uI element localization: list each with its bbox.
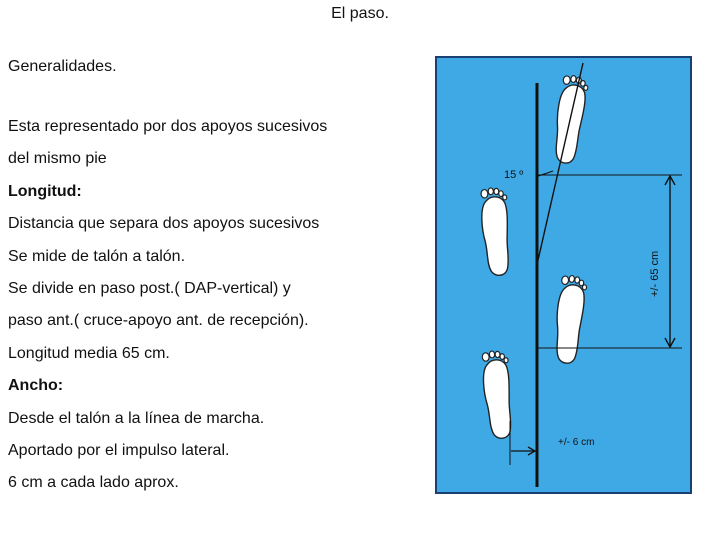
text-line: 6 cm a cada lado aprox.: [8, 474, 179, 492]
gait-diagram-svg: [432, 53, 695, 497]
heading-longitud: Longitud:: [8, 182, 82, 200]
heading-generalidades: Generalidades.: [8, 58, 117, 75]
text-line: paso ant.( cruce-apoyo ant. de recepción).: [8, 312, 309, 330]
text-line: Se divide en paso post.( DAP-vertical) y: [8, 279, 291, 297]
length-label: +/- 65 cm: [649, 250, 661, 297]
text-line: Se mide de talón a talón.: [8, 247, 186, 265]
slide-title: El paso.: [331, 5, 389, 22]
gait-diagram: [432, 53, 695, 497]
text-block: [8, 56, 418, 505]
text-line: Distancia que separa dos apoyos sucesivos: [8, 215, 320, 233]
angle-label: 15 º: [504, 169, 524, 181]
heading-ancho: Ancho:: [8, 377, 64, 395]
text-line: Esta representado por dos apoyos sucesivos: [8, 118, 328, 135]
text-line: Aportado por el impulso lateral.: [8, 441, 230, 459]
text-line: del mismo pie: [8, 150, 107, 168]
text-line: Desde el talón a la línea de marcha.: [8, 409, 265, 427]
width-label: +/- 6 cm: [558, 437, 595, 448]
text-line: Longitud media 65 cm.: [8, 344, 170, 362]
